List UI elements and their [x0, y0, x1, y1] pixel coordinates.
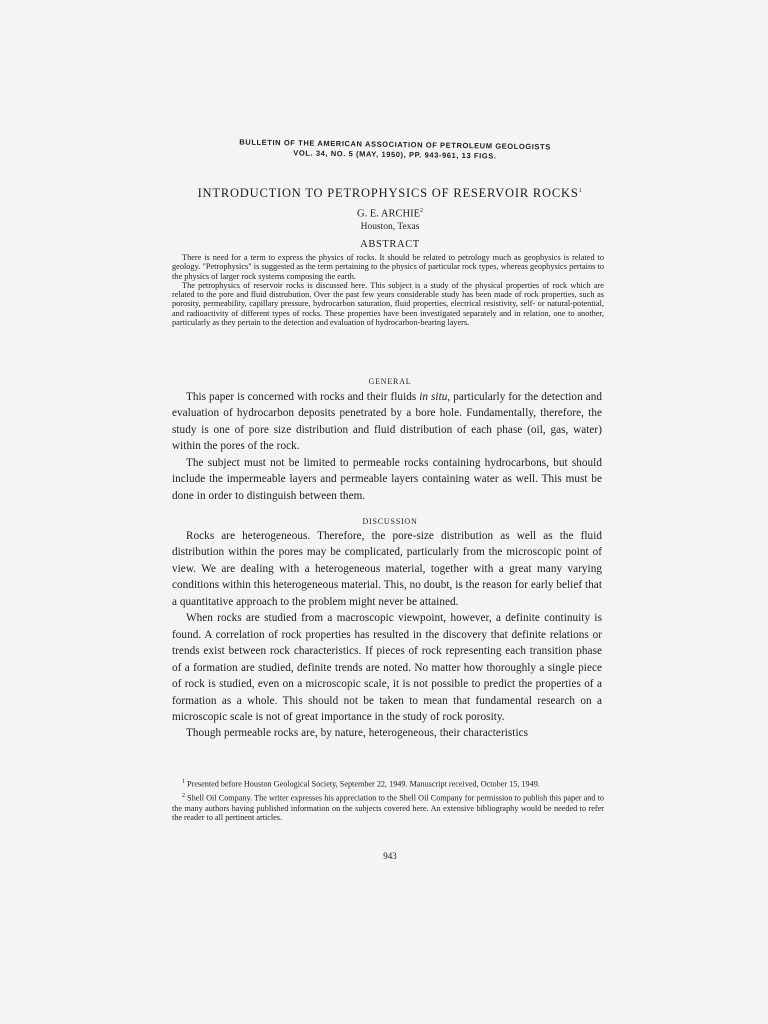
footnote-mark: 2	[182, 793, 185, 800]
discussion-heading: DISCUSSION	[362, 517, 418, 526]
abstract-paragraph: The petrophysics of reservoir rocks is discussed here. This subject is a study of the physical properties of rock which are related to the pore and fluid distrubution. Over the past few years considerable study has been made of rock properties, such as porosity, permeability, capillary pressure, hydrocarbon saturation, fluid properties, electrical resistivity, self- or natural-potential, and radioactivity of different types of rocks. These properties have been investigated separately and in relation, one to another, particularly as they pertain to the detection and evaluation of hydrocarbon-bearing layers.	[172, 280, 604, 328]
author-line	[100, 208, 680, 220]
footnotes	[172, 778, 604, 826]
footnote	[172, 778, 604, 789]
general-paragraph: The subject must not be limited to permeable rocks containing hydrocarbons, but should include the impermeable layers and permeable layers containing water as well. This must be done in order to distinguish between them.	[172, 456, 602, 502]
general-text: , particularly for the detection and evaluation of hydrocarbon deposits penetrated by a bore hole. Fundamentally, therefore, the study is one of pore size distribution and fluid distribution of each phase (oil, gas, water) within the pores of the rock.	[172, 391, 602, 453]
discussion-paragraph: When rocks are studied from a macroscopic viewpoint, however, a definite continuity is found. A correlation of rock properties has resulted in the discovery that definite relations or trends exist between rock characteristics. If pieces of rock representing each transition phase of a formation are studied, definite trends are noted. No matter how thoroughly a single piece of rock is studied, even on a microscopic scale, it is not possible to predict the properties of a formation as a whole. This should not be taken to mean that fundamental research on a microscopic scale is not of great importance in the study of rock porosity.	[172, 612, 602, 723]
general-text: This paper is concerned with rocks and their fluids	[186, 391, 420, 403]
author-name: G. E. ARCHIE	[357, 208, 420, 220]
journal-name: BULLETIN OF THE AMERICAN ASSOCIATION OF PETROLEUM GEOLOGISTS	[239, 137, 551, 152]
title-footnote-mark: 1	[578, 187, 583, 194]
abstract-heading: ABSTRACT	[360, 239, 420, 250]
in-situ-term: in situ	[419, 391, 448, 403]
footnote-text: Presented before Houston Geological Society, September 22, 1949. Manuscript received, October 15, 1949.	[187, 779, 540, 789]
author-location: Houston, Texas	[360, 222, 420, 232]
journal-header	[160, 136, 630, 163]
general-paragraph	[172, 389, 602, 455]
abstract-paragraph: There is need for a term to express the physics of rocks. It should be related to petrology much as geophysics is related to geology. "Petrophysics" is suggested as the term pertaining to the physics of particular rock types, whereas geophysics pertains to the physics of larger rock systems composing the earth.	[172, 253, 604, 281]
abstract-body	[172, 253, 604, 327]
article-title-text: INTRODUCTION TO PETROPHYSICS OF RESERVOIR ROCKS	[197, 186, 579, 200]
footnote	[172, 792, 604, 823]
author-footnote-mark: 2	[420, 208, 423, 214]
discussion-paragraph: Though permeable rocks are, by nature, heterogeneous, their characteristics	[186, 727, 529, 740]
page-number: 943	[383, 851, 397, 861]
footnote-text: Shell Oil Company. The writer expresses his appreciation to the Shell Oil Company for permission to publish this paper and to the many authors having published information on the subjects covered here. An extensive bibliography would be needed to refer the reader to all pertinent articles.	[172, 794, 604, 823]
general-section	[172, 389, 602, 504]
journal-citation: VOL. 34, NO. 5 (MAY, 1950), PP. 943-961, 13 FIGS.	[293, 148, 497, 161]
discussion-section	[172, 528, 602, 742]
article-title	[100, 186, 680, 201]
general-heading: GENERAL	[368, 377, 412, 386]
footnote-mark: 1	[182, 779, 185, 785]
discussion-paragraph: Rocks are heterogeneous. Therefore, the pore-size distribution as well as the fluid distribution within the pores may be complicated, particularly from the microscopic point of view. We are dealing with a heterogeneous material, together with a great many varying conditions within this heterogeneous material. This, no doubt, is the reason for early belief that a quantitative approach to the problem might never be attained.	[172, 530, 602, 608]
